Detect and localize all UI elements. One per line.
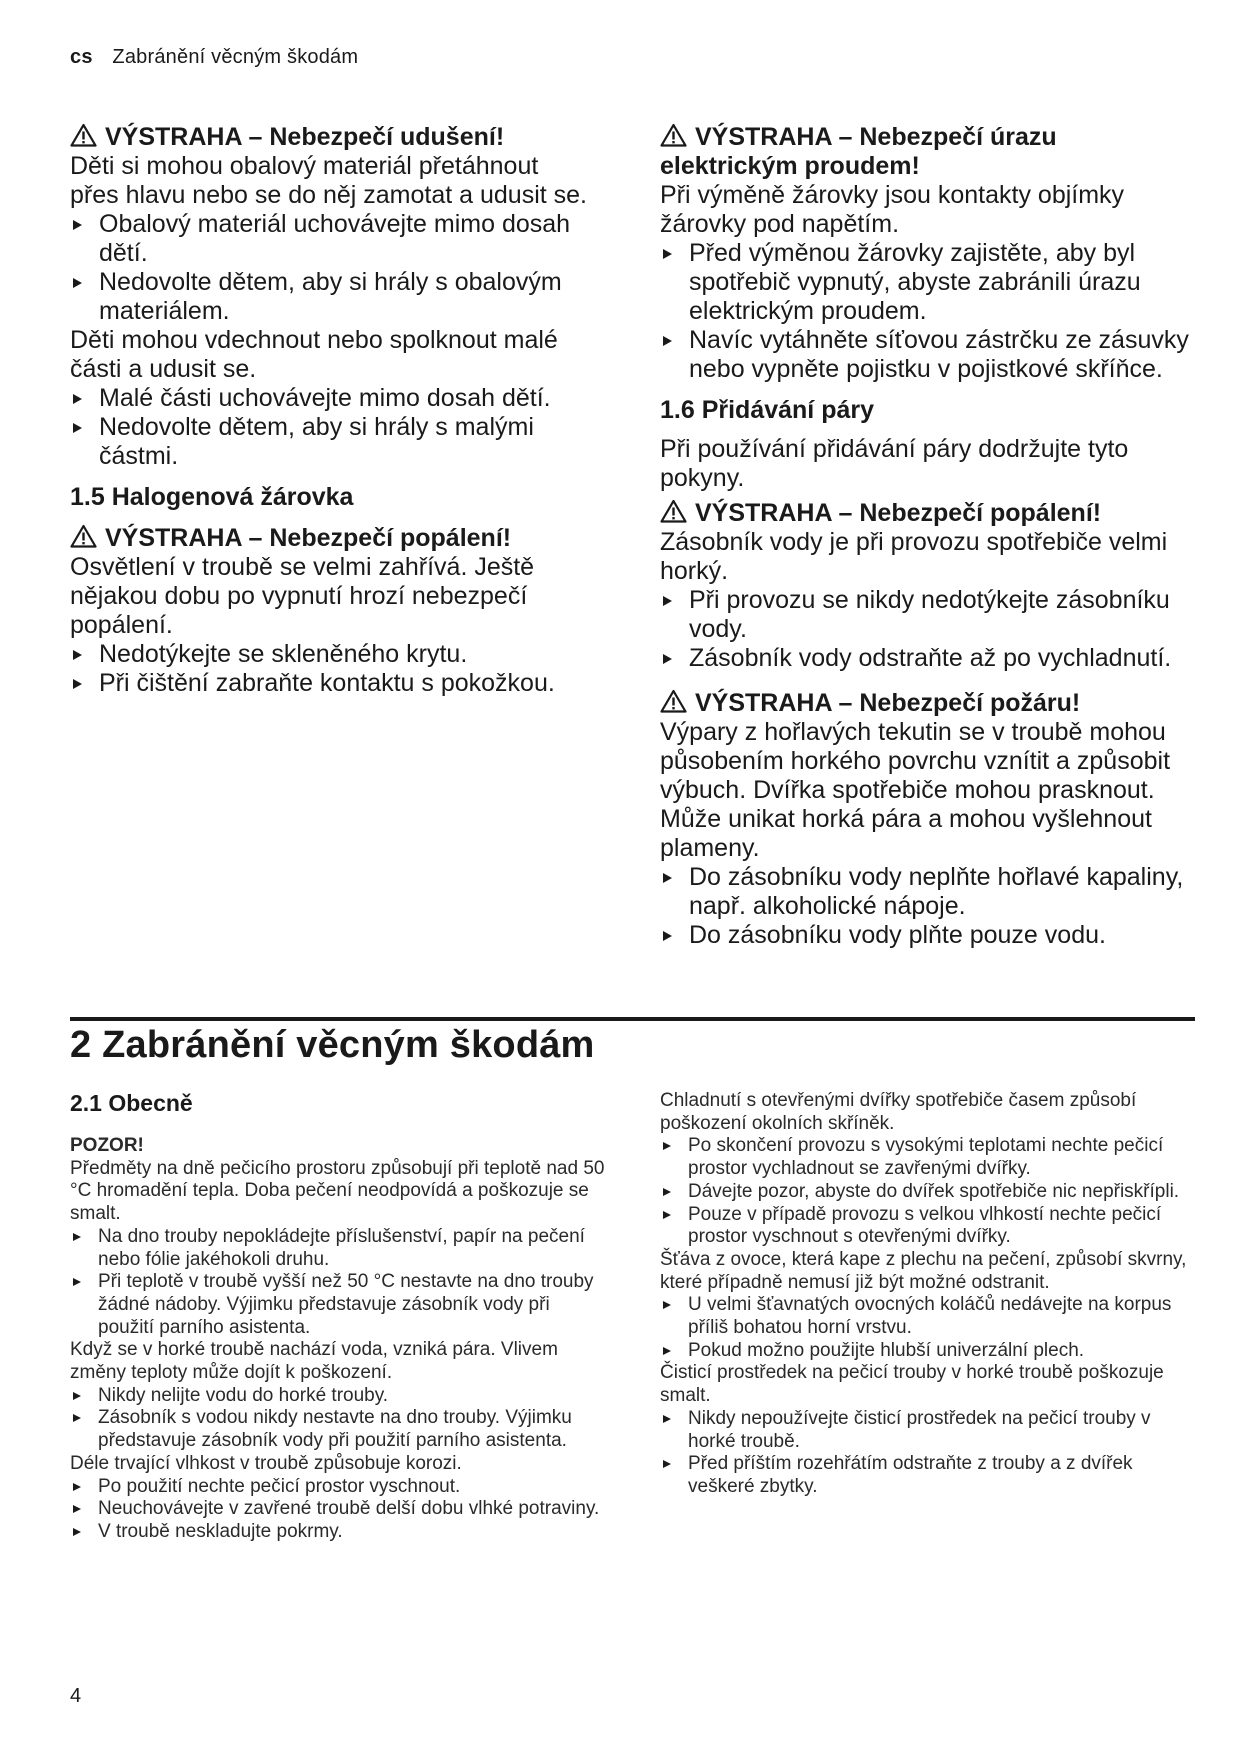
list-item: Do zásobníku vody neplňte hořlavé kapaliny, např. alkoholické nápoje. — [660, 863, 1195, 921]
instruction-list — [70, 1226, 605, 1340]
warning-suffocation: VÝSTRAHA – Nebezpečí udušení! — [70, 123, 590, 152]
heading-2-1: 2.1 Obecně — [70, 1090, 193, 1116]
warning-electric-shock: VÝSTRAHA – Nebezpečí úrazu elektrickým proudem! — [660, 123, 1057, 180]
instruction-list — [660, 863, 1195, 950]
list-item: Při provozu se nikdy nedotýkejte zásobníku vody. — [660, 586, 1195, 644]
paragraph: Děti si mohou obalový materiál přetáhnout přes hlavu nebo se do něj zamotat a udusit se. — [70, 152, 587, 209]
instruction-list — [660, 1135, 1195, 1249]
running-header — [70, 46, 358, 69]
instruction-list — [70, 640, 590, 698]
instruction-list — [70, 210, 590, 326]
paragraph: Když se v horké troubě nachází voda, vzniká pára. Vlivem změny teploty může dojít k poškození. — [70, 1339, 558, 1384]
paragraph: Při používání přidávání páry dodržujte tyto pokyny. — [660, 435, 1129, 492]
list-item: Před příštím rozehřátím odstraňte z trouby a z dvířek veškeré zbytky. — [660, 1453, 1195, 1498]
caution-label: POZOR! — [70, 1135, 144, 1156]
instruction-list — [70, 1385, 605, 1453]
list-item: Po skončení provozu s vysokými teplotami nechte pečicí prostor vychladnout se zavřenými dvířky. — [660, 1135, 1195, 1180]
list-item: Nedovolte dětem, aby si hrály s obalovým materiálem. — [70, 268, 590, 326]
list-item: Pouze v případě provozu s velkou vlhkostí nechte pečicí prostor vyschnout s otevřenými dvířky. — [660, 1204, 1195, 1249]
list-item: Pokud možno použijte hlubší univerzální plech. — [660, 1340, 1195, 1363]
instruction-list — [660, 1294, 1195, 1362]
instruction-list — [70, 384, 590, 471]
list-item: Obalový materiál uchovávejte mimo dosah dětí. — [70, 210, 590, 268]
top-right-column — [660, 123, 1195, 950]
list-item: Zásobník vody odstraňte až po vychladnutí. — [660, 644, 1195, 673]
paragraph: Při výměně žárovky jsou kontakty objímky žárovky pod napětím. — [660, 181, 1125, 238]
list-item: Nikdy nelijte vodu do horké trouby. — [70, 1385, 605, 1408]
section-2-title: 2 Zabránění věcným škodám — [70, 1024, 595, 1066]
bottom-right-column — [660, 1090, 1195, 1499]
warning-fire: VÝSTRAHA – Nebezpečí požáru! — [660, 689, 1195, 718]
instruction-list — [660, 586, 1195, 673]
header-title: Zabránění věcným škodám — [112, 46, 359, 68]
page-number: 4 — [70, 1685, 82, 1707]
paragraph: Šťáva z ovoce, která kape z plechu na pečení, způsobí skvrny, které případně nemusí již být možné odstranit. — [660, 1248, 1187, 1293]
paragraph: Osvětlení v troubě se velmi zahřívá. Ještě nějakou dobu po vypnutí hrozí nebezpečí popálení. — [70, 553, 535, 639]
section-divider — [70, 1017, 1195, 1021]
instruction-list — [660, 1408, 1195, 1499]
list-item: V troubě neskladujte pokrmy. — [70, 1521, 605, 1544]
heading-1-5: 1.5 Halogenová žárovka — [70, 483, 354, 511]
warning-burn-steam: VÝSTRAHA – Nebezpečí popálení! — [660, 499, 1195, 528]
paragraph: Děti mohou vdechnout nebo spolknout malé části a udusit se. — [70, 326, 558, 383]
warning-triangle-icon — [70, 524, 97, 548]
paragraph: Výpary z hořlavých tekutin se v troubě mohou působením horkého povrchu vznítit a způsobit výbuch. Dvířka spotřebiče mohou prasknout. Může unikat horká pára a mohou vyšlehnout plameny. — [660, 718, 1171, 862]
list-item: Nedotýkejte se skleněného krytu. — [70, 640, 590, 669]
warning-triangle-icon — [660, 123, 687, 147]
list-item: Neuchovávejte v zavřené troubě delší dobu vlhké potraviny. — [70, 1498, 605, 1521]
warning-triangle-icon — [660, 499, 687, 523]
language-code: cs — [70, 46, 93, 68]
list-item: Zásobník s vodou nikdy nestavte na dno trouby. Výjimku představuje zásobník vody při použití parního asistenta. — [70, 1407, 605, 1452]
list-item: Malé části uchovávejte mimo dosah dětí. — [70, 384, 590, 413]
list-item: Po použití nechte pečicí prostor vyschnout. — [70, 1476, 605, 1499]
list-item: Na dno trouby nepokládejte příslušenství, papír na pečení nebo fólie jakéhokoli druhu. — [70, 1226, 605, 1271]
paragraph: Čisticí prostředek na pečicí trouby v horké troubě poškozuje smalt. — [660, 1362, 1164, 1407]
bottom-left-column — [70, 1090, 605, 1544]
instruction-list — [70, 1476, 605, 1544]
list-item: Nedovolte dětem, aby si hrály s malými částmi. — [70, 413, 590, 471]
paragraph: Zásobník vody je při provozu spotřebiče velmi horký. — [660, 528, 1168, 585]
paragraph: Déle trvající vlhkost v troubě způsobuje korozi. — [70, 1452, 462, 1474]
list-item: Při čištění zabraňte kontaktu s pokožkou. — [70, 669, 590, 698]
warning-triangle-icon — [70, 123, 97, 147]
warning-burn: VÝSTRAHA – Nebezpečí popálení! — [70, 524, 590, 553]
warning-triangle-icon — [660, 689, 687, 713]
list-item: Dávejte pozor, abyste do dvířek spotřebiče nic nepřiskřípli. — [660, 1181, 1195, 1204]
list-item: Nikdy nepoužívejte čisticí prostředek na pečicí trouby v horké troubě. — [660, 1408, 1195, 1453]
list-item: Před výměnou žárovky zajistěte, aby byl spotřebič vypnutý, abyste zabránili úrazu elektrickým proudem. — [660, 239, 1195, 326]
list-item: U velmi šťavnatých ovocných koláčů nedávejte na korpus příliš bohatou horní vrstvu. — [660, 1294, 1195, 1339]
list-item: Při teplotě v troubě vyšší než 50 °C nestavte na dno trouby žádné nádoby. Výjimku představuje zásobník vody při použití parního asistenta. — [70, 1271, 605, 1339]
instruction-list — [660, 239, 1195, 384]
heading-1-6: 1.6 Přidávání páry — [660, 396, 875, 424]
paragraph: Předměty na dně pečicího prostoru způsobují při teplotě nad 50 °C hromadění tepla. Doba pečení neodpovídá a poškozuje se smalt. — [70, 1157, 605, 1225]
list-item: Do zásobníku vody plňte pouze vodu. — [660, 921, 1195, 950]
list-item: Navíc vytáhněte síťovou zástrčku ze zásuvky nebo vypněte pojistku v pojistkové skříňce. — [660, 326, 1195, 384]
paragraph: Chladnutí s otevřenými dvířky spotřebiče časem způsobí poškození okolních skříněk. — [660, 1090, 1137, 1134]
top-left-column — [70, 123, 590, 698]
